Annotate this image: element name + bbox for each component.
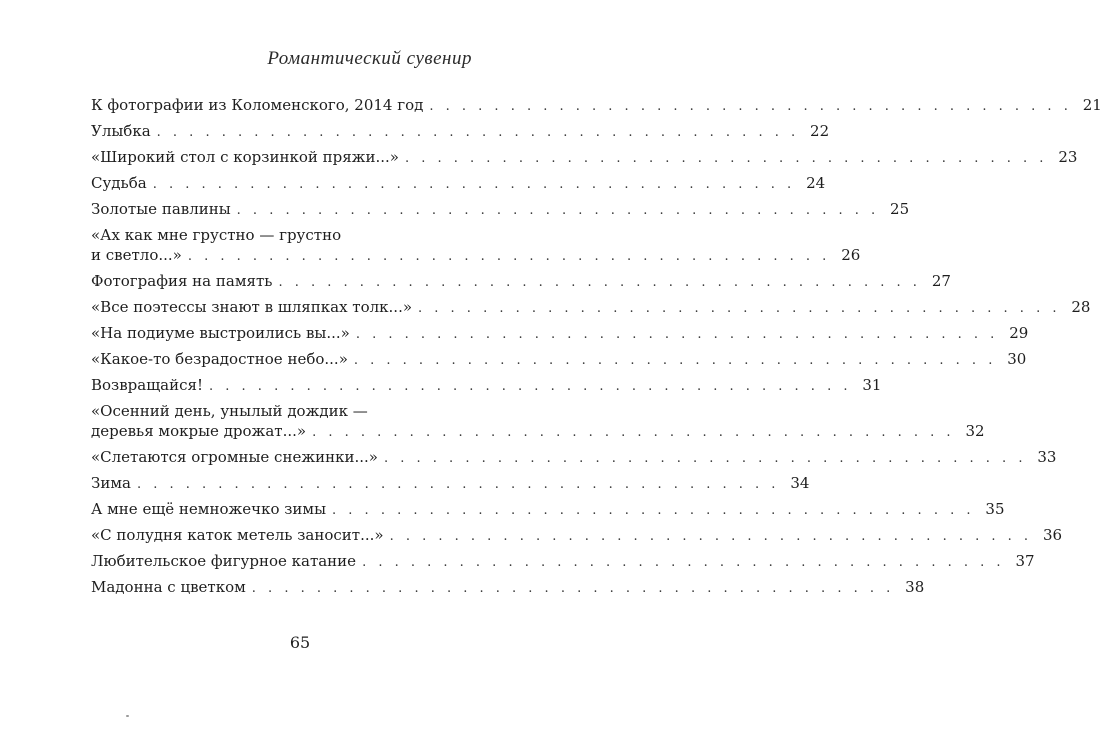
dot-leader: . . . . . . . . . . . . . . . . . . . . . . . . . . . . . . . . . . . . . . . . xyxy=(251,581,895,596)
toc-entry xyxy=(91,271,951,291)
toc-entry-page: 25 xyxy=(890,200,910,218)
toc-entry-title: А мне ещё немножечко зимы xyxy=(91,500,327,518)
toc-entry-page: 31 xyxy=(862,376,882,394)
toc-entry-title: «С полудня каток метель заносит...» xyxy=(91,526,384,544)
dot-leader: . . . . . . . . . . . . . . . . . . . . . . . . . . . . . . . . . . . . . . . . xyxy=(404,151,1048,166)
toc-entry xyxy=(91,401,985,441)
dot-leader: . . . . . . . . . . . . . . . . . . . . . . . . . . . . . . . . . . . . . . . . xyxy=(355,327,999,342)
dot-leader: . . . . . . . . . . . . . . . . . . . . . . . . . . . . . . . . . . . . . . . . xyxy=(418,301,1061,316)
toc-entry xyxy=(91,297,1091,317)
dot-leader: . . . . . . . . . . . . . . . . . . . . . . . . . . . . . . . . . . . . . . . . xyxy=(362,555,1005,570)
toc-entry xyxy=(91,349,1027,369)
toc-entry-title: Улыбка xyxy=(91,122,151,140)
toc-entry-page: 34 xyxy=(790,474,810,492)
toc-entry-page: 33 xyxy=(1037,448,1057,466)
toc-entry-page: 37 xyxy=(1015,552,1035,570)
toc-entry-title: Зима xyxy=(91,474,131,492)
toc-entry xyxy=(91,551,1035,571)
toc-entry-title-continuation: и светло...» xyxy=(91,246,182,264)
toc-entry-title: Судьба xyxy=(91,174,147,192)
toc-entry xyxy=(91,323,1029,343)
dot-leader: . . . . . . . . . . . . . . . . . . . . . . . . . . . . . . . . . . . . . . . . xyxy=(353,353,997,368)
print-speck xyxy=(126,715,129,717)
toc-entry xyxy=(91,173,826,193)
dot-leader: . . . . . . . . . . . . . . . . . . . . . . . . . . . . . . . . . . . . . . . . xyxy=(236,203,880,218)
dot-leader: . . . . . . . . . . . . . . . . . . . . . . . . . . . . . . . . . . . . . . . . xyxy=(152,177,796,192)
toc-entry-page: 26 xyxy=(841,246,861,264)
toc-entry-page: 24 xyxy=(806,174,826,192)
toc-entry-title: «Какое-то безрадостное небо...» xyxy=(91,350,348,368)
dot-leader: . . . . . . . . . . . . . . . . . . . . . . . . . . . . . . . . . . . . . . . . xyxy=(278,275,921,290)
toc-entry xyxy=(91,447,1057,467)
toc-entry-page: 22 xyxy=(810,122,830,140)
toc-entry-title: Возвращайся! xyxy=(91,376,204,394)
dot-leader: . . . . . . . . . . . . . . . . . . . . . . . . . . . . . . . . . . . . . . . . xyxy=(136,477,780,492)
toc-entry-page: 36 xyxy=(1042,526,1063,544)
dot-leader: . . . . . . . . . . . . . . . . . . . . . . . . . . . . . . . . . . . . . . . . xyxy=(429,99,1072,114)
toc-entry-page: 27 xyxy=(931,272,951,290)
toc-entry-title: К фотографии из Коломенского, 2014 год xyxy=(91,96,424,114)
toc-entry-page: 29 xyxy=(1009,324,1029,342)
toc-entry xyxy=(91,473,810,493)
toc-entry-title: «Слетаются огромные снежинки...» xyxy=(91,448,378,466)
toc-entry-page: 32 xyxy=(965,422,985,440)
toc-entry-title: Фотография на память xyxy=(91,272,273,290)
toc-entry-title: «На подиуме выстроились вы...» xyxy=(91,324,350,342)
toc-entry-title: «Все поэтессы знают в шляпках толк...» xyxy=(91,298,413,316)
dot-leader: . . . . . . . . . . . . . . . . . . . . . . . . . . . . . . . . . . . . . . . . xyxy=(332,503,975,518)
toc-entry-title: Мадонна с цветком xyxy=(91,578,246,596)
toc-entry-page: 21 xyxy=(1082,96,1102,114)
page-number: 65 xyxy=(289,633,311,652)
toc-entry xyxy=(91,225,861,265)
dot-leader: . . . . . . . . . . . . . . . . . . . . . . . . . . . . . . . . . . . . . . . . xyxy=(187,249,831,264)
toc-entry-title: «Осенний день, унылый дождик — xyxy=(91,402,368,420)
dot-leader: . . . . . . . . . . . . . . . . . . . . . . . . . . . . . . . . . . . . . . . . xyxy=(389,529,1033,544)
toc-entry xyxy=(91,577,925,597)
dot-leader: . . . . . . . . . . . . . . . . . . . . . . . . . . . . . . . . . . . . . . . . xyxy=(312,425,955,440)
toc-entry xyxy=(91,375,882,395)
toc-entry xyxy=(91,199,910,219)
toc-entry-title: «Ах как мне грустно — грустно xyxy=(91,226,342,244)
toc-entry-page: 23 xyxy=(1058,148,1078,166)
running-head: Романтический сувенир xyxy=(267,48,472,69)
toc-entry-title: «Широкий стол с корзинкой пряжи...» xyxy=(91,148,399,166)
toc-entry xyxy=(91,147,1078,167)
toc-entry xyxy=(91,95,1102,115)
dot-leader: . . . . . . . . . . . . . . . . . . . . . . . . . . . . . . . . . . . . . . . . xyxy=(384,451,1027,466)
toc-entry-page: 30 xyxy=(1007,350,1027,368)
toc-entry-title: Золотые павлины xyxy=(91,200,231,218)
toc-entry-page: 38 xyxy=(905,578,925,596)
table-of-contents xyxy=(91,95,1102,603)
toc-entry xyxy=(91,499,1005,519)
dot-leader: . . . . . . . . . . . . . . . . . . . . . . . . . . . . . . . . . . . . . . . . xyxy=(156,125,800,140)
toc-entry-title-continuation: деревья мокрые дрожат...» xyxy=(91,422,307,440)
toc-entry-page: 35 xyxy=(985,500,1005,518)
toc-entry xyxy=(91,525,1063,545)
toc-entry-page: 28 xyxy=(1071,298,1091,316)
dot-leader: . . . . . . . . . . . . . . . . . . . . . . . . . . . . . . . . . . . . . . . . xyxy=(209,379,852,394)
toc-entry xyxy=(91,121,830,141)
toc-entry-title: Любительское фигурное катание xyxy=(91,552,357,570)
